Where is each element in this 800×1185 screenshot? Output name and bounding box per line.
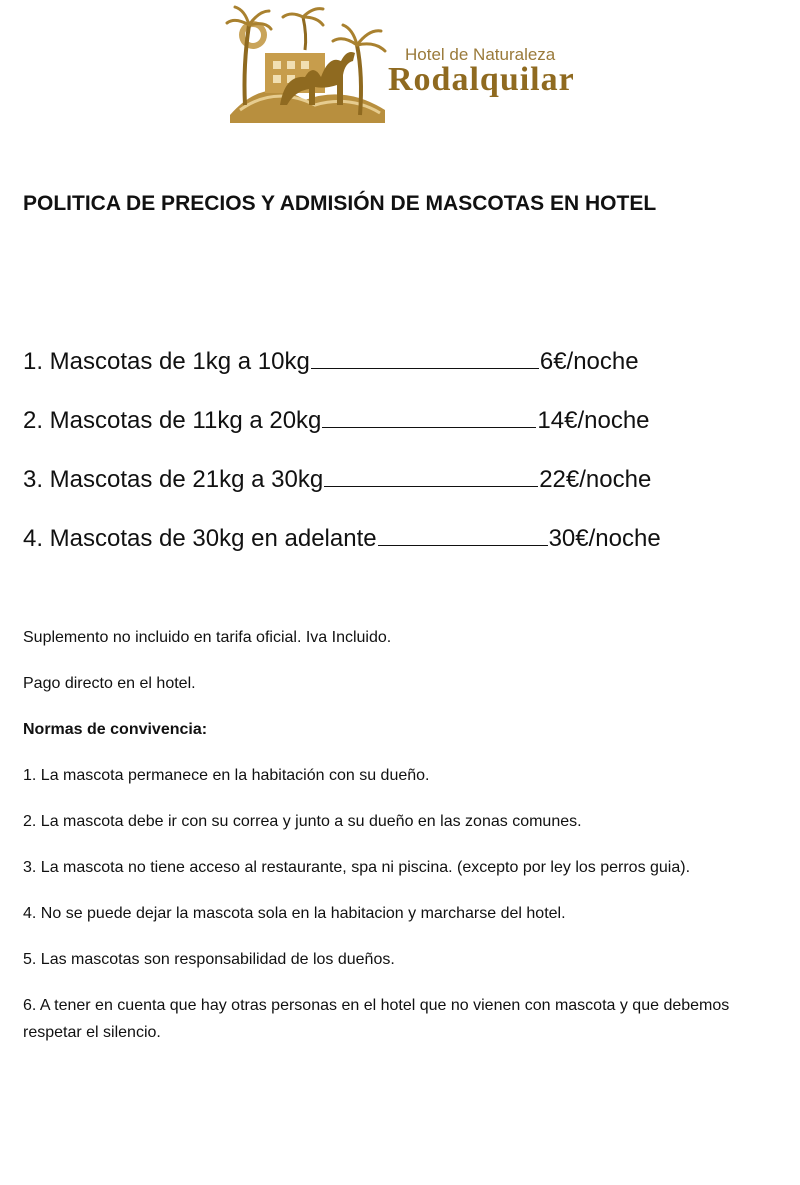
payment-note: Pago directo en el hotel.: [23, 675, 196, 692]
price-value: 22€/noche: [539, 466, 652, 493]
rule-item: 6. A tener en cuenta que hay otras personas en el hotel que no vienen con mascota y que debemos respetar el silencio.: [23, 997, 730, 1041]
leader-line: [322, 405, 536, 428]
hotel-logo: [225, 5, 595, 123]
rules-heading: Normas de convivencia:: [23, 721, 208, 738]
supplement-note: Suplemento no incluido en tarifa oficial. Iva Incluido.: [23, 629, 392, 646]
logo-subtitle: Hotel de Naturaleza: [405, 45, 556, 64]
rule-item: 1. La mascota permanece en la habitación con su dueño.: [23, 767, 430, 784]
logo-hotel-name: Rodalquilar: [388, 61, 575, 98]
price-label: 2. Mascotas de 11kg a 20kg: [23, 407, 322, 434]
price-list: [23, 346, 661, 582]
rule-item: 2. La mascota debe ir con su correa y junto a su dueño en las zonas comunes.: [23, 813, 582, 830]
rule-item: 3. La mascota no tiene acceso al restaurante, spa ni piscina. (excepto por ley los perros guia).: [23, 859, 691, 876]
rule-item: 4. No se puede dejar la mascota sola en la habitacion y marcharse del hotel.: [23, 905, 566, 922]
leader-line: [311, 346, 539, 369]
price-item: [23, 405, 661, 435]
notes-section: [23, 624, 783, 1065]
price-item: [23, 346, 661, 376]
palm-camel-logo-icon: [225, 5, 390, 123]
price-label: 1. Mascotas de 1kg a 10kg: [23, 348, 310, 375]
price-item: [23, 464, 661, 494]
page-title: POLITICA DE PRECIOS Y ADMISIÓN DE MASCOTAS EN HOTEL: [23, 192, 657, 215]
price-value: 14€/noche: [537, 407, 650, 434]
price-label: 3. Mascotas de 21kg a 30kg: [23, 466, 324, 493]
rule-item: 5. Las mascotas son responsabilidad de los dueños.: [23, 951, 395, 968]
leader-line: [324, 464, 538, 487]
price-value: 6€/noche: [539, 348, 639, 375]
price-label: 4. Mascotas de 30kg en adelante: [23, 525, 377, 552]
leader-line: [378, 523, 548, 546]
price-value: 30€/noche: [548, 525, 661, 552]
price-item: [23, 523, 661, 553]
